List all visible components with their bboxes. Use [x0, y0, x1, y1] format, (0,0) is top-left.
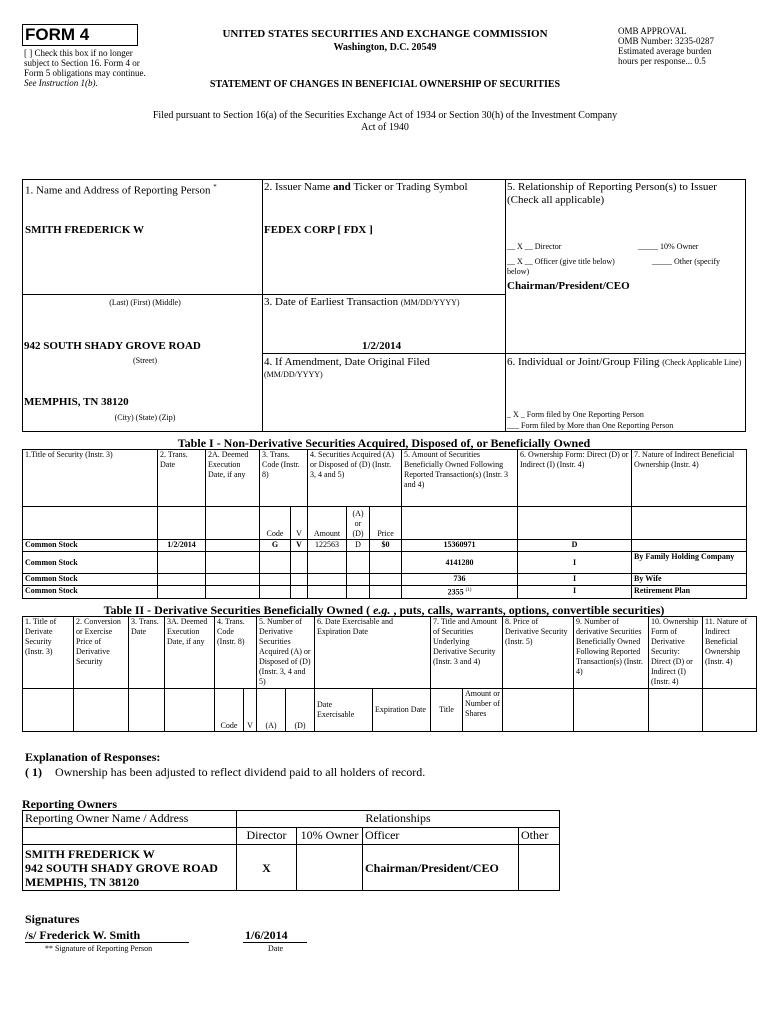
box3-label-small: (MM/DD/YYYY)	[400, 298, 460, 307]
checkbox-note-text: [ ] Check this box if no longer subject to Section 16. Form 4 or Form 5 obligations may continue.	[24, 48, 146, 78]
t1-h-date: 2. Trans. Date	[158, 450, 206, 507]
t2-h-form: 10. Ownership Form of Derivative Security: Direct (D) or Indirect (I) (Instr. 4)	[649, 617, 703, 689]
box3-label	[264, 296, 460, 309]
t2-h-nature: 11. Nature of Indirect Beneficial Ownership (Instr. 4)	[703, 617, 757, 689]
t1-r1-owned: 4141280	[402, 552, 518, 574]
t2-h-underlying: 7. Title and Amount of Securities Underlying Derivative Security (Instr. 3 and 4)	[431, 617, 503, 689]
box4-label: 4. If Amendment, Date Original Filed	[264, 356, 430, 368]
box2-label-and: and	[333, 181, 351, 193]
t2-sub-v: V	[244, 689, 257, 732]
owners-col-other: Other	[519, 828, 560, 845]
t2-h-code: 4. Trans. Code (Instr. 8)	[215, 617, 257, 689]
agency-line1: UNITED STATES SECURITIES AND EXCHANGE COMMISSION	[222, 28, 548, 40]
box5-label-text: 5. Relationship of Reporting Person(s) to Issuer	[507, 181, 717, 193]
t1-r0-owned: 15360971	[402, 540, 518, 552]
table2-title	[22, 603, 746, 617]
t2-sub-exp: Expiration Date	[373, 689, 431, 732]
owners-director: X	[237, 845, 297, 891]
city-caption: (City) (State) (Zip)	[114, 413, 176, 422]
table2-header-row	[23, 617, 757, 689]
t1-r3-title: Common Stock	[23, 586, 158, 599]
table-row	[23, 574, 747, 586]
t2-sub-code: Code	[215, 689, 244, 732]
t1-r2-owned: 736	[402, 574, 518, 586]
signature-date-line	[243, 942, 307, 943]
t2-h-conversion: 2. Conversion or Exercise Price of Derivative Security	[74, 617, 129, 689]
t1-sub-v: V	[291, 507, 308, 540]
t1-sub-code: Code	[260, 507, 291, 540]
box1-label-text: 1. Name and Address of Reporting Person	[25, 184, 211, 197]
t1-r2-nature: By Wife	[632, 574, 747, 586]
box3-label-text: 3. Date of Earliest Transaction	[264, 296, 399, 308]
owners-col-ten: 10% Owner	[297, 828, 363, 845]
t1-r0-form: D	[518, 540, 632, 552]
t1-r0-title: Common Stock	[23, 540, 158, 552]
reporting-person-name: SMITH FREDERICK W	[25, 224, 144, 236]
table2-title-a: Table II - Derivative Securities Beneficially Owned (	[103, 603, 374, 617]
table-row	[23, 540, 747, 552]
t2-h-deemed: 3A. Deemed Execution Date, if any	[165, 617, 215, 689]
t1-r0-amount: 122563	[308, 540, 347, 552]
reporting-person-street: 942 SOUTH SHADY GROVE ROAD	[24, 340, 201, 352]
divider	[262, 353, 746, 354]
explanation-num: ( 1)	[25, 765, 42, 779]
explanation-item	[25, 765, 425, 779]
box2-label-b: Ticker or Trading Symbol	[350, 181, 468, 193]
box2-label-a: 2. Issuer Name	[264, 181, 334, 193]
box1-label	[25, 181, 217, 198]
t1-sub-amount: Amount	[308, 507, 347, 540]
t1-r3-nature: Retirement Plan	[632, 586, 747, 599]
t1-sub-aord: (A) or (D)	[347, 507, 370, 540]
checkbox-note	[24, 48, 149, 88]
t2-sub-date-ex: Date Exercisable	[315, 689, 373, 732]
explanation-text: Ownership has been adjusted to reflect dividend paid to all holders of record.	[55, 765, 426, 779]
signature-caption: ** Signature of Reporting Person	[45, 944, 153, 953]
signature-date: 1/6/2014	[245, 928, 288, 942]
footnote-ref: (1)	[465, 588, 472, 593]
omb-line3: Estimated average burden	[618, 46, 712, 56]
table2-subheader-row	[23, 689, 757, 732]
t1-r1-nature: By Family Holding Company	[632, 552, 747, 574]
owners-subheader-row	[23, 828, 560, 845]
t1-r0-price: $0	[370, 540, 402, 552]
t1-r0-v: V	[291, 540, 308, 552]
name-caption: (Last) (First) (Middle)	[109, 298, 181, 307]
t1-h-title: 1.Title of Security (Instr. 3)	[23, 450, 158, 507]
signature-line	[25, 942, 189, 943]
box2-label	[264, 181, 468, 194]
t2-sub-a: (A)	[257, 689, 286, 732]
t1-h-form: 6. Ownership Form: Direct (D) or Indirect (I) (Instr. 4)	[518, 450, 632, 507]
omb-line2: OMB Number: 3235-0287	[618, 36, 714, 46]
table1-header-row	[23, 450, 747, 507]
t2-h-title: 1. Title of Derivate Security (Instr. 3)	[23, 617, 74, 689]
box1-marker: *	[213, 183, 217, 191]
officer-title: Chairman/President/CEO	[507, 280, 630, 292]
filing-one: _ X _ Form filed by One Reporting Person	[507, 410, 644, 419]
t1-sub-price: Price	[370, 507, 402, 540]
t1-r2-form: I	[518, 574, 632, 586]
signature-date-caption: Date	[268, 944, 284, 953]
t1-r3-form: I	[518, 586, 632, 599]
t1-r0-aord: D	[347, 540, 370, 552]
omb-line4: hours per response... 0.5	[618, 56, 706, 66]
divider	[262, 179, 263, 432]
owners-col-rel: Relationships	[237, 811, 560, 828]
t1-r1-form: I	[518, 552, 632, 574]
street-caption: (Street)	[133, 356, 157, 365]
earliest-transaction-date: 1/2/2014	[362, 340, 402, 352]
box6-label-text: 6. Individual or Joint/Group Filing	[507, 356, 660, 368]
t1-r3-owned-cell	[402, 586, 518, 599]
t2-sub-title: Title	[431, 689, 463, 732]
issuer-name: FEDEX CORP [ FDX ]	[264, 224, 373, 236]
box5-label2: (Check all applicable)	[507, 194, 605, 206]
other-check: _____ Other (specify below)	[507, 257, 720, 276]
filed-pursuant: Filed pursuant to Section 16(a) of the Securities Exchange Act of 1934 or Section 30(h) of the Investment Company Act of 1940	[152, 110, 618, 133]
signature-value: /s/ Frederick W. Smith	[25, 928, 141, 942]
statement-title: STATEMENT OF CHANGES IN BENEFICIAL OWNERSHIP OF SECURITIES	[209, 79, 561, 90]
table2	[22, 616, 757, 732]
owners-name-cell	[23, 845, 237, 891]
explanation-heading: Explanation of Responses:	[25, 750, 161, 764]
owners-row	[23, 845, 560, 891]
divider	[22, 294, 506, 295]
t1-h-nature: 7. Nature of Indirect Beneficial Ownership (Instr. 4)	[632, 450, 747, 507]
table1	[22, 449, 747, 599]
t1-h-acquired: 4. Securities Acquired (A) or Disposed of (D) (Instr. 3, 4 and 5)	[308, 450, 402, 507]
owners-col-name: Reporting Owner Name / Address	[23, 811, 237, 828]
form-title: FORM 4	[25, 25, 90, 44]
t1-r0-deemed	[206, 540, 260, 552]
t1-r3-owned: 2355	[447, 587, 464, 597]
owners-heading: Reporting Owners	[22, 797, 117, 811]
owners-name1: SMITH FREDERICK W	[25, 847, 155, 861]
box6-label-small: (Check Applicable Line)	[662, 358, 742, 367]
table-row	[23, 552, 747, 574]
t1-r1-title: Common Stock	[23, 552, 158, 574]
t1-h-code: 3. Trans. Code (Instr. 8)	[260, 450, 308, 507]
t2-h-date: 3. Trans. Date	[129, 617, 165, 689]
owners-name3: MEMPHIS, TN 38120	[25, 875, 140, 889]
owners-officer: Chairman/President/CEO	[363, 845, 519, 891]
owners-col-director: Director	[237, 828, 297, 845]
t2-h-owned: 9. Number of derivative Securities Beneficially Owned Following Reported Transaction(s) (Instr. 4)	[574, 617, 649, 689]
box4-label-small: (MM/DD/YYYY)	[264, 370, 323, 379]
t2-sub-d: (D)	[286, 689, 315, 732]
table2-title-eg: e.g.	[373, 603, 391, 617]
box5-label	[507, 181, 747, 207]
divider	[505, 179, 506, 432]
see-instruction: See Instruction 1(b).	[24, 78, 98, 88]
table-row	[23, 586, 747, 599]
table2-title-b: , puts, calls, warrants, options, convertible securities)	[390, 603, 665, 617]
director-check: __ X __ Director	[507, 242, 562, 251]
t2-h-exercisable: 6. Date Exercisable and Expiration Date	[315, 617, 431, 689]
omb-line1: OMB APPROVAL	[618, 26, 687, 36]
t1-h-deemed: 2A. Deemed Execution Date, if any	[206, 450, 260, 507]
filing-more: ___ Form filed by More than One Reporting Person	[507, 421, 674, 430]
t2-h-number: 5. Number of Derivative Securities Acquired (A) or Disposed of (D) (Instr. 3, 4 and 5)	[257, 617, 315, 689]
owners-table	[22, 810, 560, 891]
officer-check: __ X __ Officer (give title below)	[507, 257, 615, 266]
t2-sub-amount: Amount or Number of Shares	[463, 689, 503, 732]
agency-line2: Washington, D.C. 20549	[333, 42, 437, 53]
reporting-person-city: MEMPHIS, TN 38120	[24, 396, 129, 408]
owners-col-officer: Officer	[363, 828, 519, 845]
table1-title: Table I - Non-Derivative Securities Acquired, Disposed of, or Beneficially Owned	[177, 436, 591, 450]
t1-r0-code: G	[260, 540, 291, 552]
omb-block	[618, 26, 758, 66]
table1-subheader-row	[23, 507, 747, 540]
ten-pct-owner-check: _____ 10% Owner	[638, 242, 699, 251]
t1-h-owned: 5. Amount of Securities Beneficially Owned Following Reported Transaction(s) (Instr. 3 and 4)	[402, 450, 518, 507]
box6-label	[507, 356, 743, 369]
t2-h-price: 8. Price of Derivative Security (Instr. 5)	[503, 617, 574, 689]
t1-r0-date: 1/2/2014	[158, 540, 206, 552]
t1-r0-nature	[632, 540, 747, 552]
owners-header-row	[23, 811, 560, 828]
owners-name2: 942 SOUTH SHADY GROVE ROAD	[25, 861, 218, 875]
signatures-heading: Signatures	[25, 912, 80, 926]
t1-r2-title: Common Stock	[23, 574, 158, 586]
